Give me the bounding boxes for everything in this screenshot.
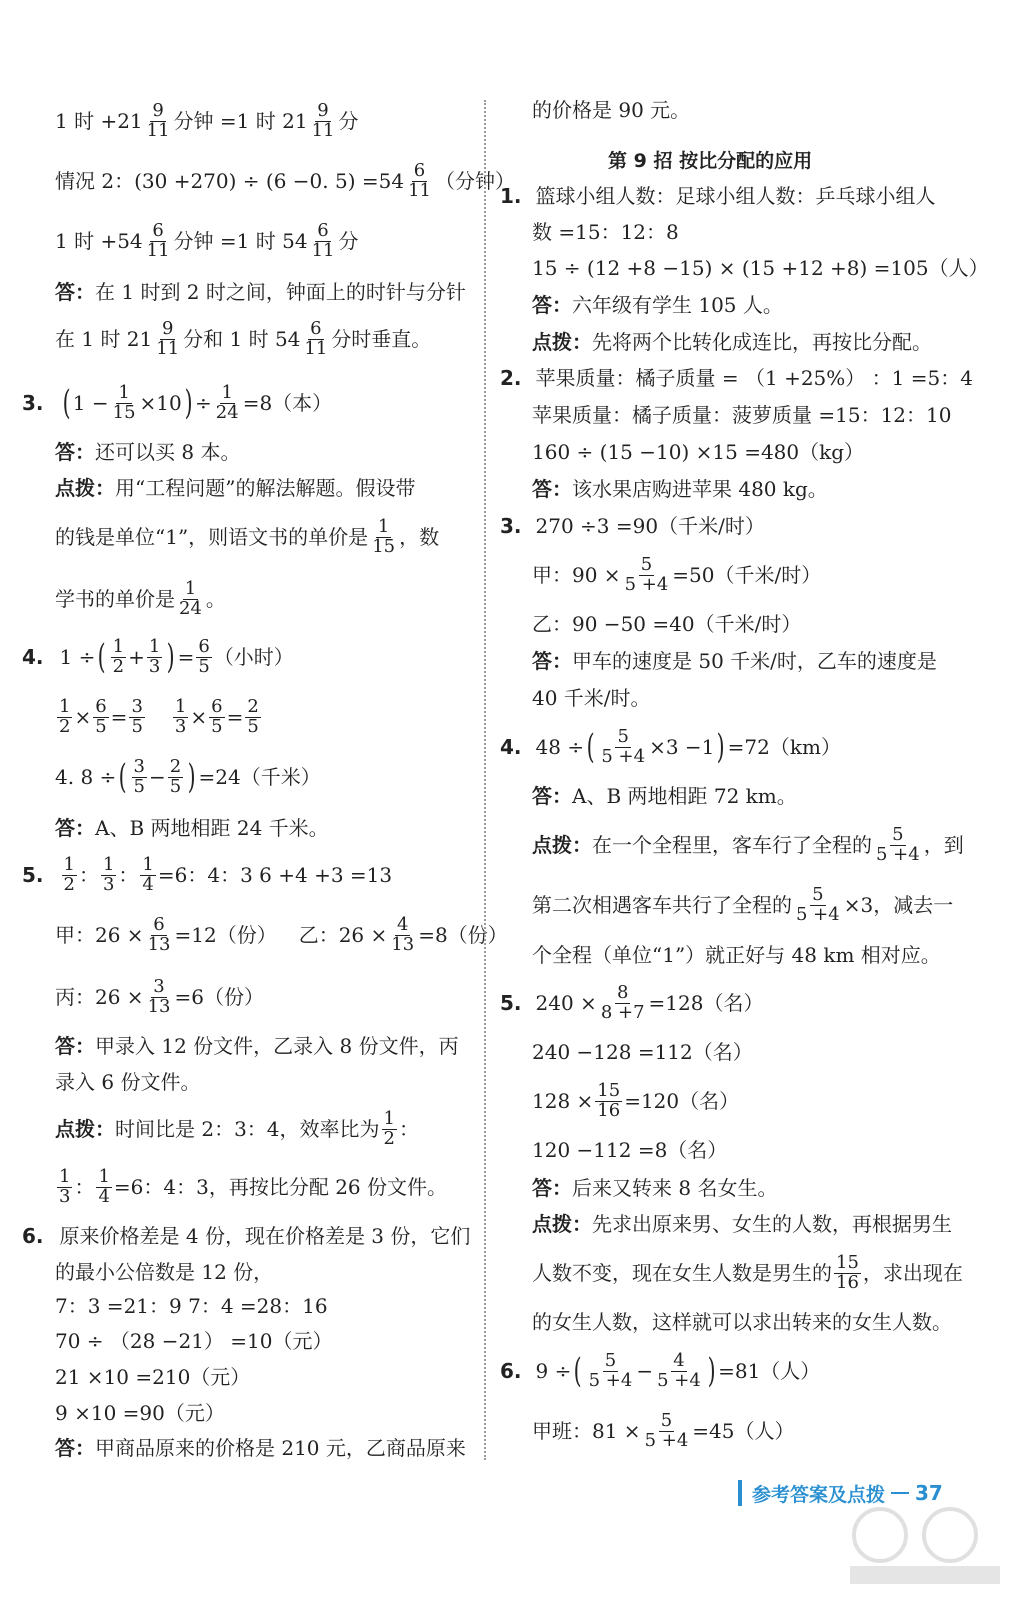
answer-line: 答： 甲车的速度是 50 千米/时，乙车的速度是 xyxy=(532,649,937,673)
footer-rule xyxy=(891,1492,909,1494)
footer-label: 参考答案及点拨 xyxy=(752,1483,886,1506)
page-number: 37 xyxy=(915,1481,943,1505)
eq-line: 数 =15：12：8 xyxy=(532,220,679,244)
question-3: 3. 270 ÷3 =90（千米/时） xyxy=(500,514,765,538)
eq-line: 1 时 +54 $\frac{6}{11}$ 分钟 =1 时 54 $\frac{6}{11}$ 分 xyxy=(55,220,359,261)
eq-line: 240 −128 =112（名） xyxy=(532,1040,753,1064)
question-2: 2. 苹果质量：橘子质量 = （1 +25%） ：1 =5：4 xyxy=(500,366,973,390)
tip-line: 点拨： 在一个全程里，客车行了全程的 $\frac{5}{5 +4}$ ，到 xyxy=(532,824,964,865)
answer-line: 答： A、B 两地相距 24 千米。 xyxy=(55,816,329,840)
section-heading: 第 9 招 按比分配的应用 xyxy=(608,150,813,172)
tip-line: 的钱是单位“1”，则语文书的单价是 $\frac{1}{15}$ ，数 xyxy=(55,516,440,557)
eq-line: 苹果质量：橘子质量：菠萝质量 =15：12：10 xyxy=(532,403,952,427)
answer-line: 答： 后来又转来 8 名女生。 xyxy=(532,1176,778,1200)
eq-line: $\frac{1}{2}$ × $\frac{6}{5}$ = $\frac{3}{5}$ $\frac{1}{3}$ × $\frac{6}{5}$ = $\frac{2}{5}$ xyxy=(59,696,259,737)
answer-line: 答： 甲录入 12 份文件，乙录入 8 份文件，丙 xyxy=(55,1034,459,1058)
tip-line: 点拨： 先将两个比转化成连比，再按比分配。 xyxy=(532,330,932,354)
eq-line: 7：3 =21：9 7：4 =28：16 xyxy=(55,1294,328,1318)
answer-line: 答： A、B 两地相距 72 km。 xyxy=(532,784,797,808)
tip-line: $\frac{1}{3}$ ： $\frac{1}{4}$ =6：4：3，再按比分配 26 份文件。 xyxy=(59,1166,448,1207)
eq-line: 21 ×10 =210（元） xyxy=(55,1365,251,1389)
column-divider xyxy=(484,100,486,1460)
eq-line: 甲：90 × $\frac{5}{5 +4}$ =50（千米/时） xyxy=(532,554,822,595)
tip-line: 人数不变，现在女生人数是男生的 $\frac{15}{16}$ ，求出现在 xyxy=(532,1252,963,1293)
question-1: 1. 篮球小组人数：足球小组人数：乒乓球小组人 xyxy=(500,184,936,208)
question-6: 6. 9 ÷ ( $\frac{5}{5 +4}$ − $\frac{4}{5 +4}$ ) =81（人） xyxy=(500,1350,821,1392)
tip-line: 学书的单价是 $\frac{1}{24}$ 。 xyxy=(55,578,226,619)
eq-line: 情况 2：(30 +270) ÷ (6 −0. 5) =54 $\frac{6}{11}$ （分钟） xyxy=(55,160,515,201)
eq-line: 丙：26 × $\frac{3}{13}$ =6（份） xyxy=(55,976,264,1017)
question-4: 4. 48 ÷ ( $\frac{5}{5 +4}$ ×3 −1 ) =72（km） xyxy=(500,726,841,768)
eq-line: 乙：90 −50 =40（千米/时） xyxy=(532,612,802,636)
eq-line: 128 × $\frac{15}{16}$ =120（名） xyxy=(532,1080,740,1121)
footer-accent-bar xyxy=(738,1480,742,1506)
answer-line: 答： 还可以买 8 本。 xyxy=(55,440,241,464)
eq-line: 1 时 +21 $\frac{9}{11}$ 分钟 =1 时 21 $\frac{9}{11}$ 分 xyxy=(55,100,359,141)
eq-line: 的最小公倍数是 12 份， xyxy=(55,1260,274,1284)
tip-line: 点拨： 先求出原来男、女生的人数，再根据男生 xyxy=(532,1212,952,1236)
text-line: 的价格是 90 元。 xyxy=(532,98,691,122)
question-5: 5. 240 × $\frac{8}{8 +7}$ =128（名） xyxy=(500,982,764,1023)
tip-line: 的女生人数，这样就可以求出转来的女生人数。 xyxy=(532,1310,952,1334)
answer-line: 答： 在 1 时到 2 时之间，钟面上的时针与分针 xyxy=(55,280,466,304)
tip-line: 点拨： 用“工程问题”的解法解题。假设带 xyxy=(55,476,416,500)
watermark-logo xyxy=(840,1500,1010,1590)
question-3: 3. ( 1 − $\frac{1}{15}$ ×10 ) ÷ $\frac{1}{24}$ =8（本） xyxy=(22,382,333,424)
eq-line: 甲班：81 × $\frac{5}{5 +4}$ =45（人） xyxy=(532,1410,795,1451)
eq-line: 160 ÷ (15 −10) ×15 =480（kg） xyxy=(532,440,865,464)
question-6: 6. 原来价格差是 4 份，现在价格差是 3 份，它们 xyxy=(22,1224,471,1248)
eq-line: 9 ×10 =90（元） xyxy=(55,1401,225,1425)
question-4: 4. 1 ÷ ( $\frac{1}{2}$ + $\frac{1}{3}$ ) = $\frac{6}{5}$ （小时） xyxy=(22,636,294,678)
answer-line: 录入 6 份文件。 xyxy=(55,1070,201,1094)
eq-line: 70 ÷ （28 −21） =10（元） xyxy=(55,1329,333,1353)
answer-line: 答： 六年级有学生 105 人。 xyxy=(532,293,783,317)
eq-line: 4. 8 ÷ ( $\frac{3}{5}$ − $\frac{2}{5}$ ) =24（千米） xyxy=(55,756,321,798)
question-5: 5. $\frac{1}{2}$ ： $\frac{1}{3}$ ： $\frac{1}{4}$ =6：4：3 6 +4 +3 =13 xyxy=(22,854,393,895)
answer-line: 答： 该水果店购进苹果 480 kg。 xyxy=(532,477,828,501)
tip-line: 第二次相遇客车共行了全程的 $\frac{5}{5 +4}$ ×3，减去一 xyxy=(532,884,954,925)
eq-line: 15 ÷ (12 +8 −15) × (15 +12 +8) =105（人） xyxy=(532,256,989,280)
tip-line: 个全程（单位“1”）就正好与 48 km 相对应。 xyxy=(532,943,941,967)
answer-line: 40 千米/时。 xyxy=(532,686,651,710)
answer-line: 答： 甲商品原来的价格是 210 元，乙商品原来 xyxy=(55,1436,466,1460)
tip-line: 点拨： 时间比是 2：3：4，效率比为 $\frac{1}{2}$ ： xyxy=(55,1108,419,1149)
eq-line: 甲：26 × $\frac{6}{13}$ =12（份） 乙：26 × $\frac{4}{13}$ =8（份） xyxy=(55,914,508,955)
eq-line: 120 −112 =8（名） xyxy=(532,1138,728,1162)
answer-line: 在 1 时 21 $\frac{9}{11}$ 分和 1 时 54 $\frac{6}{11}$ 分时垂直。 xyxy=(55,318,432,359)
